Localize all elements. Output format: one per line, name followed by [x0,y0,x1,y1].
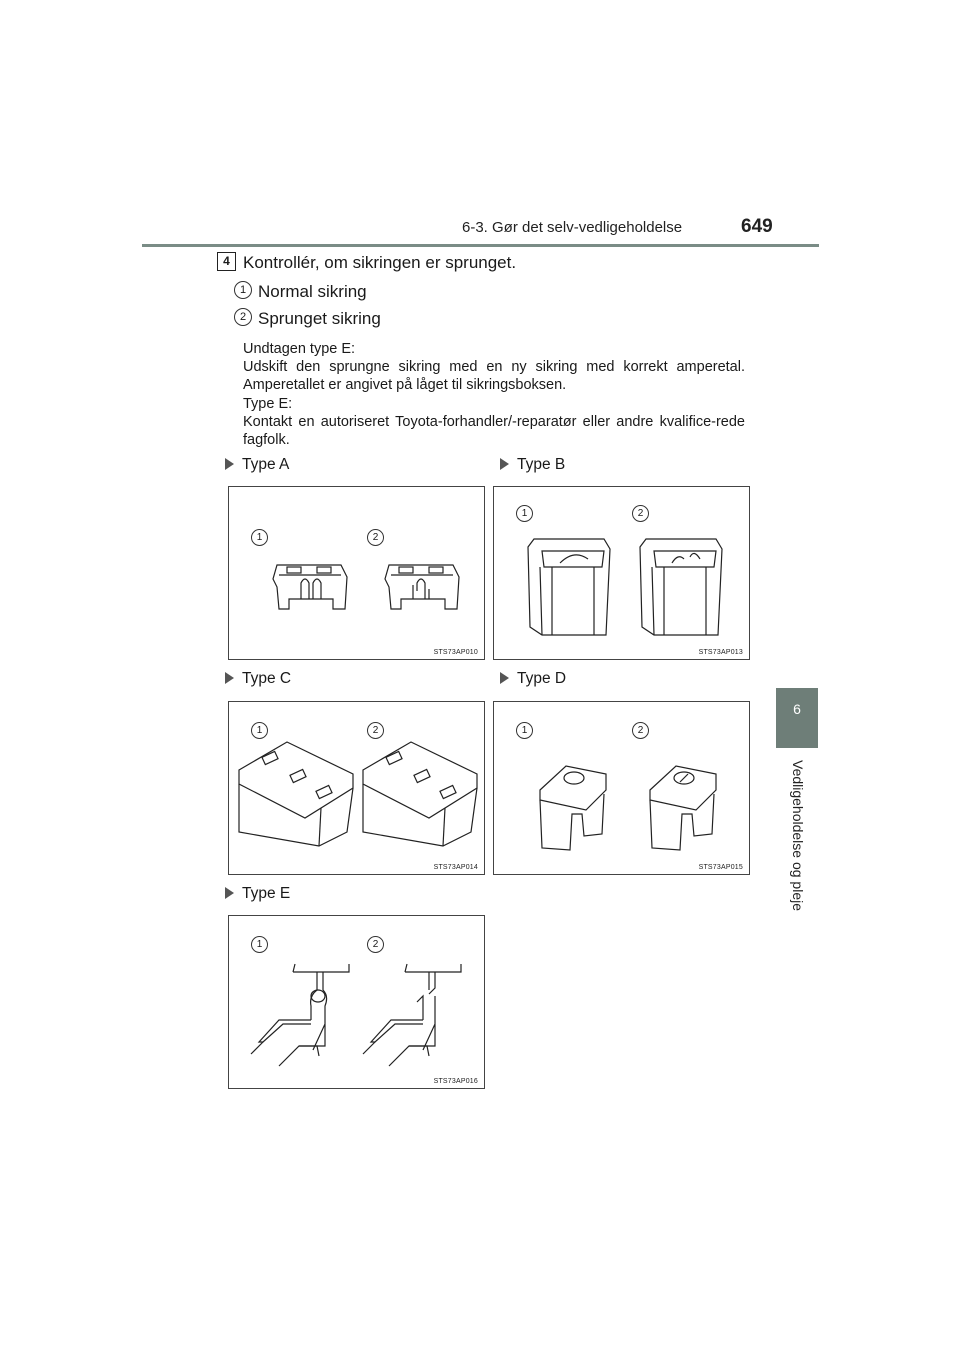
marker-1-icon: 1 [516,722,533,739]
page-number: 649 [741,216,773,237]
figure-type-e [228,915,485,1089]
figure-type-d [493,701,750,875]
triangle-right-icon [500,458,509,470]
chapter-label: Vedligeholdelse og pleje [790,760,806,912]
figure-code: STS73AP016 [433,1078,478,1085]
marker-2-icon: 2 [234,308,252,326]
marker-2-icon: 2 [632,722,649,739]
marker-1-icon: 1 [251,529,268,546]
type-d-heading: Type D [500,670,566,688]
figure-code: STS73AP015 [698,864,743,871]
type-e-heading: Type E [225,885,290,903]
marker-1-icon: 1 [251,936,268,953]
marker-1-icon: 1 [251,722,268,739]
triangle-right-icon [225,887,234,899]
type-a-fuse-illustration [229,487,486,661]
figure-type-a [228,486,485,660]
type-a-heading: Type A [225,456,289,474]
triangle-right-icon [500,672,509,684]
marker-2-icon: 2 [367,936,384,953]
type-b-heading: Type B [500,456,565,474]
triangle-right-icon [225,458,234,470]
figure-code: STS73AP013 [698,649,743,656]
note-body: Kontakt en autoriseret Toyota-forhandler/-reparatør eller andre kvalifice-rede fagfolk. [243,414,745,448]
note-type-e [243,395,745,449]
header-divider [142,244,819,247]
step-instruction: Kontrollér, om sikringen er sprunget. [243,253,517,272]
section-title: 6-3. Gør det selv-vedligeholdelse [462,219,683,236]
step-number: 4 [217,252,236,271]
marker-2-icon: 2 [632,505,649,522]
chapter-tab: 6 [776,688,818,748]
item-blown-fuse: Sprunget sikring [258,309,381,328]
figure-type-b [493,486,750,660]
note-body: Udskift den sprungne sikring med en ny sikring med korrekt amperetal. Amperetallet er angivet på låget til sikringsboksen. [243,359,745,393]
note-except-type-e [243,340,745,394]
note-title: Undtagen type E: [243,341,356,357]
marker-1-icon: 1 [516,505,533,522]
marker-2-icon: 2 [367,722,384,739]
figure-code: STS73AP010 [433,649,478,656]
item-normal-fuse: Normal sikring [258,282,367,301]
marker-2-icon: 2 [367,529,384,546]
triangle-right-icon [225,672,234,684]
figure-code: STS73AP014 [433,864,478,871]
type-c-heading: Type C [225,670,291,688]
note-title: Type E: [243,396,293,412]
figure-type-c [228,701,485,875]
marker-1-icon: 1 [234,281,252,299]
